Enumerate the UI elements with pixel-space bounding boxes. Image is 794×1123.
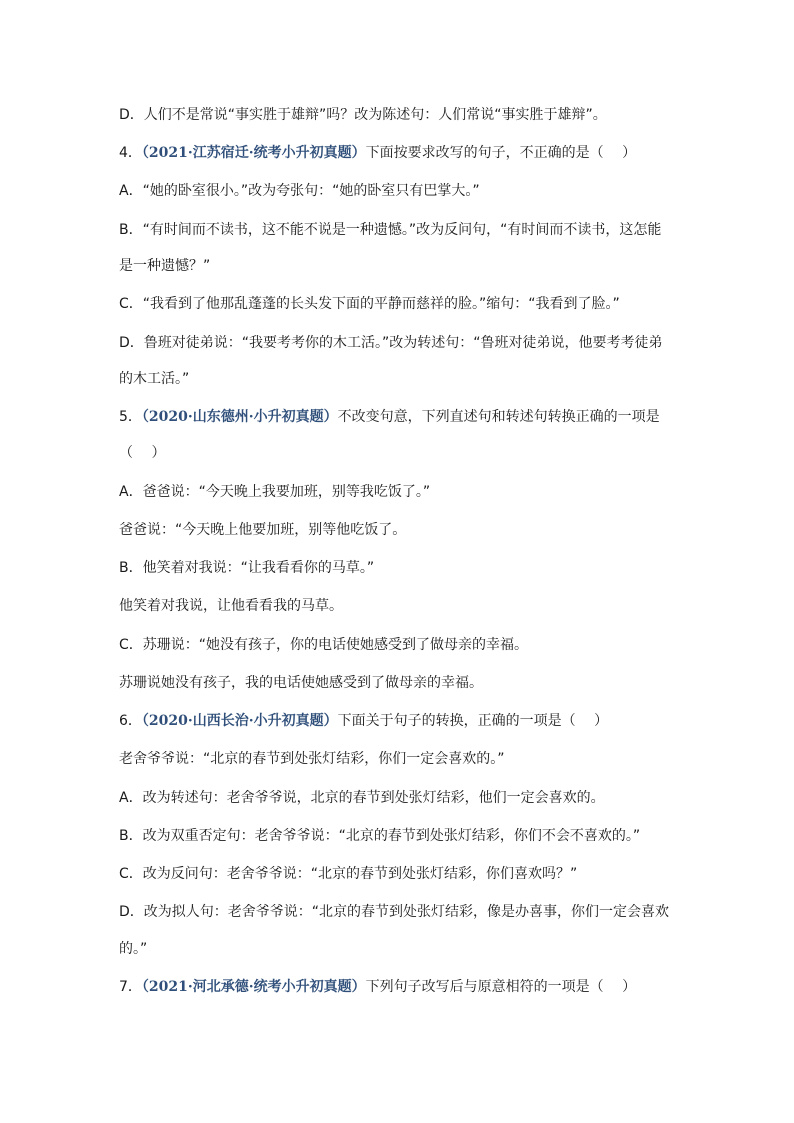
question-5-stem-cont: （ ） [119, 445, 166, 461]
question-6-option-d-cont: 的。” [119, 941, 148, 957]
question-5-option-b: B．他笑着对我说：“让我看看你的马草。” [119, 560, 375, 576]
question-6-quote: 老舍爷爷说：“北京的春节到处张灯结彩，你们一定会喜欢的。” [119, 751, 505, 767]
question-6-option-b: B．改为双重否定句：老舍爷爷说：“北京的春节到处张灯结彩，你们不会不喜欢的。” [119, 828, 641, 844]
question-4-option-a: A．“她的卧室很小。”改为夸张句：“她的卧室只有巴掌大。” [119, 183, 480, 199]
question-4-source: （2021·江苏宿迁·统考小升初真题） [141, 145, 366, 161]
question-6-option-d: D．改为拟人句：老舍爷爷说：“北京的春节到处张灯结彩，像是办喜事，你们一定会喜欢 [119, 904, 670, 920]
question-5-source: （2020·山东德州·小升初真题） [141, 409, 338, 425]
question-4-option-d-cont: 的木工活。” [119, 371, 190, 387]
option-d-q3: D．人们不是常说“事实胜于雄辩”吗？改为陈述句：人们常说“事实胜于雄辩”。 [119, 107, 607, 123]
question-5-option-b-conv: 他笑着对我说，让他看看我的马草。 [119, 598, 343, 614]
question-4-stem: 4．（2021·江苏宿迁·统考小升初真题）下面按要求改写的句子，不正确的是（ ） [119, 145, 637, 161]
question-5-option-a: A．爸爸说：“今天晚上我要加班，别等我吃饭了。” [119, 484, 431, 500]
question-6-source: （2020·山西长治·小升初真题） [141, 713, 338, 729]
question-5-stem: 5．（2020·山东德州·小升初真题）不改变句意，下列直述句和转述句转换正确的一项是 [119, 409, 660, 425]
question-4-option-c: C．“我看到了他那乱蓬蓬的长头发下面的平静而慈祥的脸。”缩句：“我看到了脸。” [119, 296, 620, 312]
question-6-option-a: A．改为转述句：老舍爷爷说，北京的春节到处张灯结彩，他们一定会喜欢的。 [119, 790, 605, 806]
question-5-option-c: C．苏珊说：“她没有孩子，你的电话使她感受到了做母亲的幸福。 [119, 637, 529, 653]
question-7-stem: 7．（2021·河北承德·统考小升初真题）下列句子改写后与原意相符的一项是（ ） [119, 979, 637, 995]
question-6-stem: 6．（2020·山西长治·小升初真题）下面关于句子的转换，正确的一项是（ ） [119, 713, 609, 729]
question-4-option-b-cont: 是一种遗憾？” [119, 258, 211, 274]
question-6-option-c: C．改为反问句：老舍爷爷说：“北京的春节到处张灯结彩，你们喜欢吗？” [119, 866, 578, 882]
question-4-option-b: B．“有时间而不读书，这不能不说是一种遗憾。”改为反问句，“有时间而不读书，这怎能 [119, 222, 662, 238]
question-4-option-d: D．鲁班对徒弟说：“我要考考你的木工活。”改为转述句：“鲁班对徒弟说，他要考考徒弟 [119, 335, 663, 351]
question-5-option-a-conv: 爸爸说：“今天晚上他要加班，别等他吃饭了。 [119, 522, 407, 538]
question-7-source: （2021·河北承德·统考小升初真题） [141, 979, 366, 995]
question-5-option-c-conv: 苏珊说她没有孩子，我的电话使她感受到了做母亲的幸福。 [119, 675, 483, 691]
